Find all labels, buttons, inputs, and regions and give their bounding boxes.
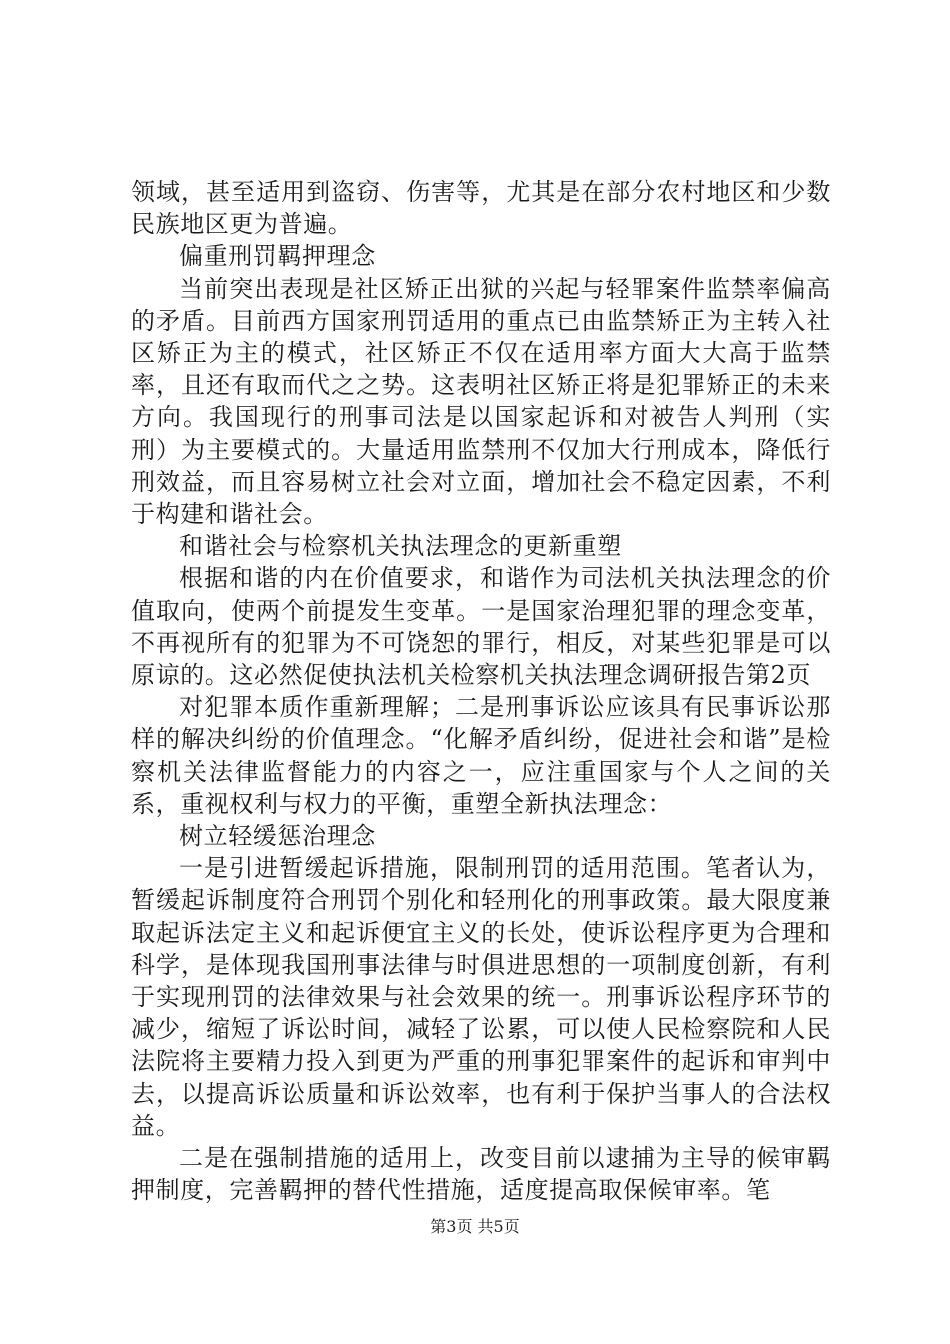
paragraph-3: 根据和谐的内在价值要求，和谐作为司法机关执法理念的价值取向，使两个前提发生变革。一是国家治理犯罪的理念变革，不再视所有的犯罪为不可饶恕的罪行，相反，对某些犯罪是可以原谅的。这必然促使执法机关检察机关执法理念调研报告第2页 bbox=[131, 564, 831, 690]
paragraph-6: 二是在强制措施的适用上，改变目前以逮捕为主导的候审羁押制度，完善羁押的替代性措施，适度提高取保候审率。笔 bbox=[131, 1144, 831, 1205]
paragraph-2: 当前突出表现是社区矫正出狱的兴起与轻罪案件监禁率偏高的矛盾。目前西方国家刑罚适用的重点已由监禁矫正为主转入社区矫正为主的模式，社区矫正不仅在适用率方面大大高于监禁率，且还有取而代之之势。这表明社区矫正将是犯罪矫正的未来方向。我国现行的刑事司法是以国家起诉和对被告人判刑（实刑）为主要模式的。大量适用监禁刑不仅加大行刑成本，降低行刑效益，而且容易树立社会对立面，增加社会不稳定因素，不利于构建和谐社会。 bbox=[131, 274, 831, 529]
paragraph-4: 对犯罪本质作重新理解；二是刑事诉讼应该具有民事诉讼那样的解决纠纷的价值理念。“化解矛盾纠纷，促进社会和谐”是检察机关法律监督能力的内容之一，应注重国家与个人之间的关系，重视权利与权力的平衡，重塑全新执法理念： bbox=[131, 693, 831, 818]
document-body bbox=[131, 176, 831, 1207]
section-heading-harmony: 和谐社会与检察机关执法理念的更新重塑 bbox=[179, 532, 622, 561]
paragraph-5: 一是引进暂缓起诉措施，限制刑罚的适用范围。笔者认为，暂缓起诉制度符合刑罚个别化和轻刑化的刑事政策。最大限度兼取起诉法定主义和起诉便宜主义的长处，使诉讼程序更为合理和科学，是体现我国刑事法律与时俱进思想的一项制度创新，有利于实现刑罚的法律效果与社会效果的统一。刑事诉讼程序环节的减少，缩短了诉讼时间，减轻了讼累，可以使人民检察院和人民法院将主要精力投入到更为严重的刑事犯罪案件的起诉和审判中去，以提高诉讼质量和诉讼效率，也有利于保护当事人的合法权益。 bbox=[131, 854, 831, 1140]
paragraph-1: 领域，甚至适用到盗窃、伤害等，尤其是在部分农村地区和少数民族地区更为普遍。 bbox=[131, 178, 831, 239]
section-heading-lenient: 树立轻缓惩治理念 bbox=[179, 822, 376, 851]
page-number-footer: 第3页 共5页 bbox=[430, 1217, 520, 1236]
section-heading-punishment: 偏重刑罚羁押理念 bbox=[179, 242, 376, 271]
